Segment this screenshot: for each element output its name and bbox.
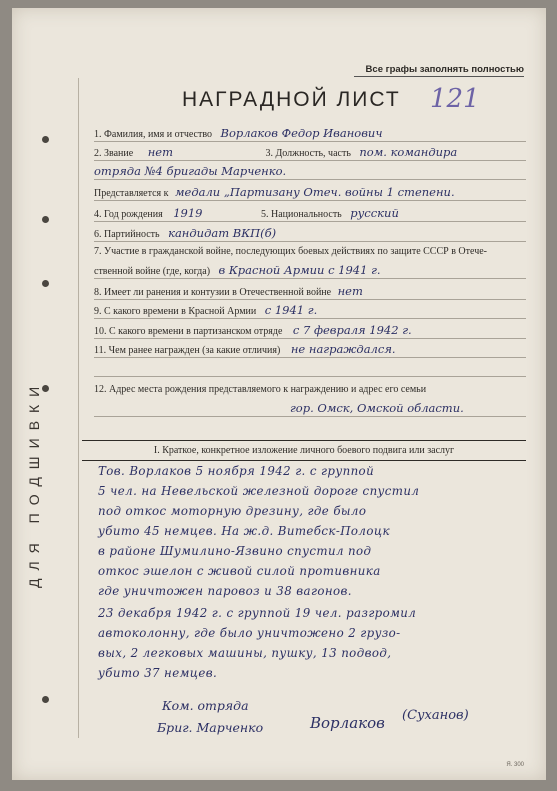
signer-brigade: Бриг. Марченко (157, 720, 264, 735)
field-7-label: 7. Участие в гражданской войне, последующих боевых действиях по защите СССР в Отече- (94, 246, 487, 257)
narrative-line: вых, 2 легковых машины, пушку, 13 подвод, (98, 646, 392, 660)
field-9: 9. С какого времени в Красной Армии с 1941 г. (94, 303, 526, 317)
field-2-3: 2. Звание нет 3. Должность, часть пом. командира (94, 145, 526, 159)
narrative-line: автоколонну, где было уничтожено 2 грузо- (98, 626, 401, 640)
field-7: ственной войне (где, когда) в Красной Армии с 1941 г. (94, 263, 526, 277)
field-9-value: с 1941 г. (264, 303, 318, 317)
binding-label: ДЛЯ ПОДШИВКИ (26, 378, 42, 588)
punch-hole-icon (42, 385, 49, 392)
field-4-value: 1919 (173, 206, 203, 220)
field-3-value: пом. командира (359, 145, 458, 159)
page-title: НАГРАДНОЙ ЛИСТ (182, 88, 401, 111)
narrative-line: 5 чел. на Невельской железной дороге спустил (98, 484, 420, 498)
award-sheet (12, 8, 546, 780)
field-2-value: нет (147, 145, 173, 159)
narrative-line: убито 45 немцев. На ж.д. Витебск-Полоцк (98, 524, 390, 538)
field-8: 8. Имеет ли ранения и контузии в Отечественной войне нет (94, 284, 526, 298)
field-12-value: гор. Омск, Омской области. (290, 401, 464, 415)
field-4-5: 4. Год рождения 1919 5. Национальность русский (94, 206, 526, 220)
field-1-value: Ворлаков Федор Иванович (220, 126, 383, 140)
field-12 (94, 401, 526, 415)
field-11-value: не награждался. (290, 342, 396, 356)
narrative-line: под откос моторную дрезину, где было (98, 504, 367, 518)
field-3-value-cont: отряда №4 бригады Марченко. (94, 164, 287, 178)
field-12-label: 12. Адрес места рождения представляемого к награждению и адрес его семьи (94, 384, 427, 395)
narrative-line: в районе Шумилино-Язвино спустил под (98, 544, 372, 558)
punch-hole-icon (42, 280, 49, 287)
field-6: 6. Партийность кандидат ВКП(б) (94, 226, 526, 240)
sheet-number: 121 (430, 84, 480, 114)
field-1: 1. Фамилия, имя и отчество Ворлаков Федор Иванович (94, 126, 526, 140)
fill-note: Все графы заполнять полностью (354, 64, 524, 77)
punch-hole-icon (42, 696, 49, 703)
narrative-line: убито 37 немцев. (98, 666, 218, 680)
section-title: I. Краткое, конкретное изложение личного боевого подвига или заслуг (82, 440, 526, 461)
field-5-value: русский (350, 206, 399, 220)
field-6-value: кандидат ВКП(б) (168, 226, 277, 240)
signature: Ворлаков (310, 714, 385, 732)
signer-title: Ком. отряда (162, 698, 249, 713)
field-8-value: нет (337, 284, 363, 298)
signer-name: (Суханов) (402, 708, 469, 723)
field-10-value: с 7 февраля 1942 г. (292, 323, 412, 337)
form-mark: Я. 300 (506, 762, 524, 768)
field-7-value: в Красной Армии с 1941 г. (218, 263, 381, 277)
narrative-line: Тов. Ворлаков 5 ноября 1942 г. с группой (98, 464, 375, 478)
field-present: Представляется к медали „Партизану Отеч. войны 1 степени. (94, 185, 526, 199)
narrative-line: 23 декабря 1942 г. с группой 19 чел. разгромил (98, 606, 417, 620)
field-3-cont (94, 164, 526, 178)
narrative-line: откос эшелон с живой силой противника (98, 564, 381, 578)
punch-hole-icon (42, 216, 49, 223)
field-11: 11. Чем ранее награжден (за какие отличия) не награждался. (94, 342, 526, 356)
margin-rule (78, 78, 79, 738)
present-value: медали „Партизану Отеч. войны 1 степени. (175, 185, 455, 199)
punch-hole-icon (42, 136, 49, 143)
field-10: 10. С какого времени в партизанском отряде с 7 февраля 1942 г. (94, 323, 526, 337)
narrative-line: где уничтожен паровоз и 38 вагонов. (98, 584, 352, 598)
field-11-blank (94, 364, 526, 375)
